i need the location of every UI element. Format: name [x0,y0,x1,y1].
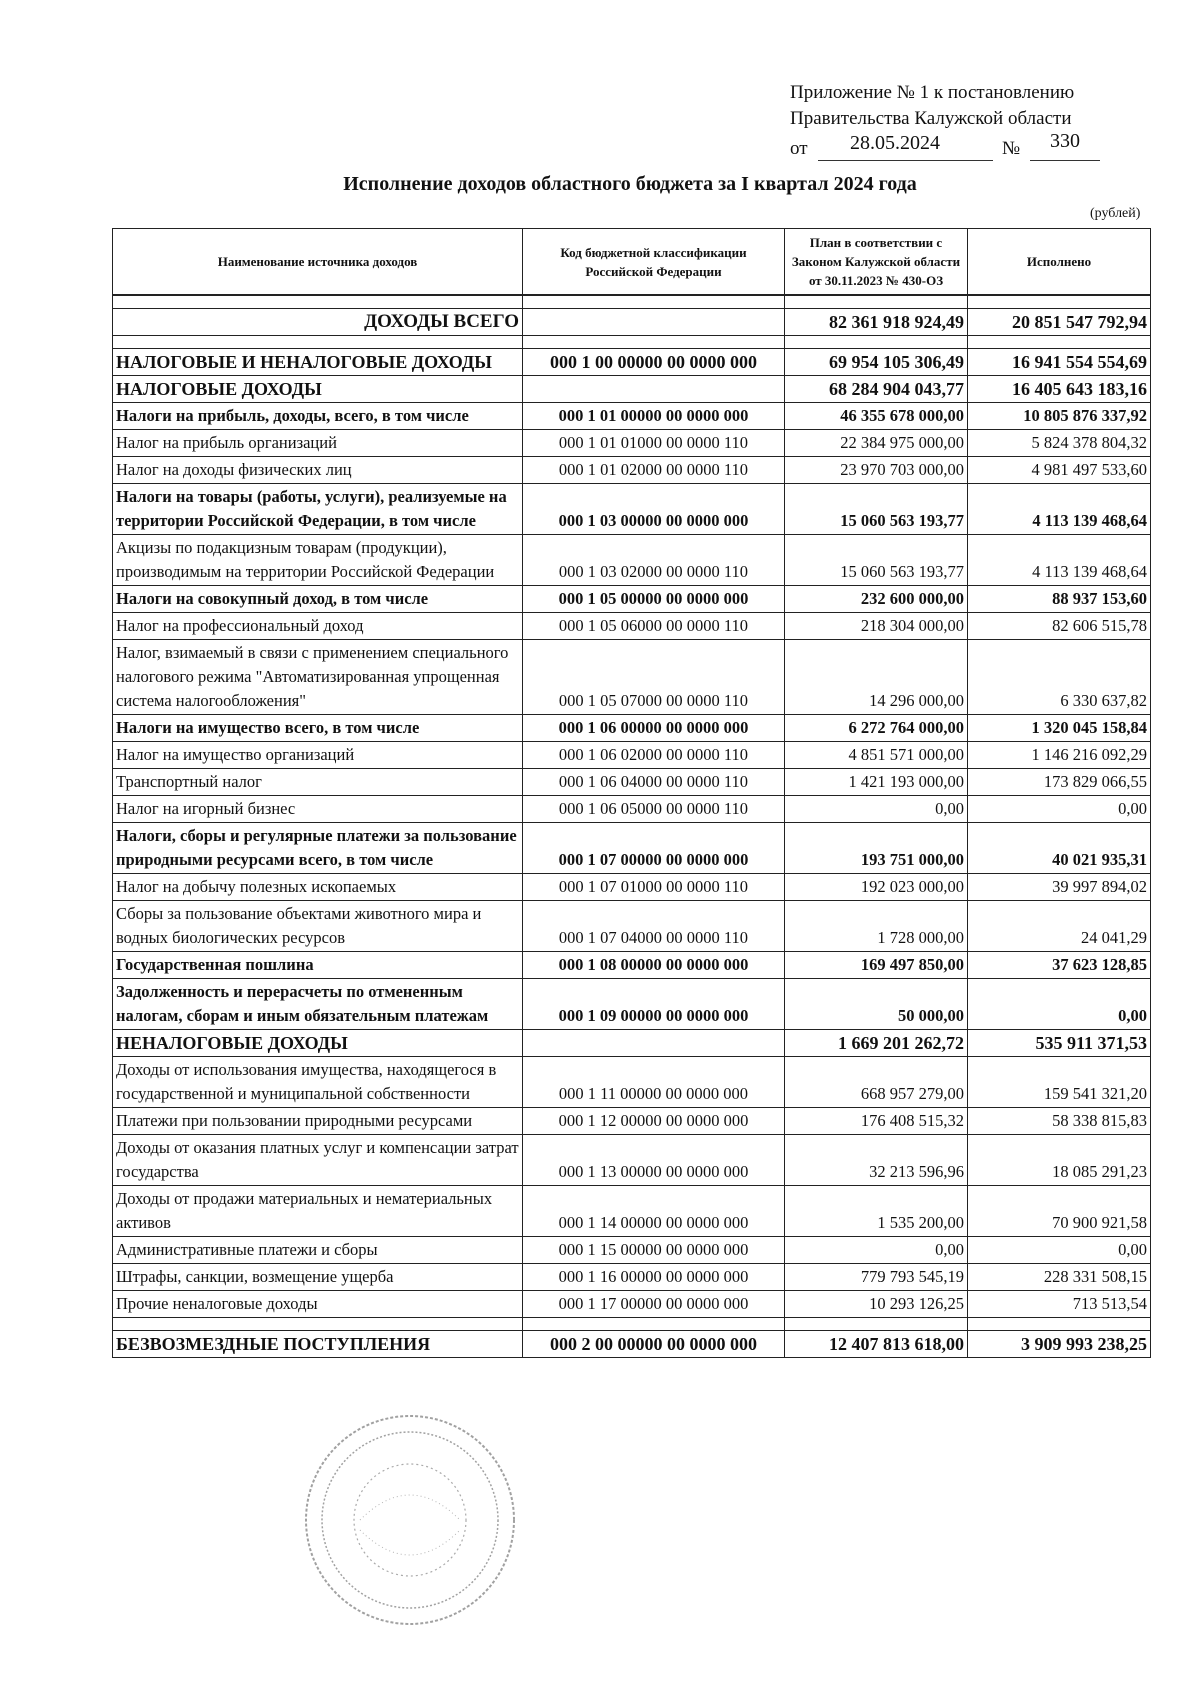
row-done: 4 113 139 468,64 [968,484,1151,535]
row-name: Сборы за пользование объектами животного мира и водных биологических ресурсов [113,901,523,952]
row-plan: 10 293 126,25 [785,1291,968,1318]
row-code: 000 1 06 00000 00 0000 000 [523,715,785,742]
row-name: Налог на игорный бизнес [113,796,523,823]
row-done: 0,00 [968,979,1151,1030]
row-name: Налог на имущество организаций [113,742,523,769]
row-plan: 1 535 200,00 [785,1186,968,1237]
row-plan: 779 793 545,19 [785,1264,968,1291]
number-label: № [1002,138,1021,159]
row-code [523,1030,785,1057]
row-code: 000 1 13 00000 00 0000 000 [523,1135,785,1186]
table-row [113,979,1151,1030]
table-row [113,715,1151,742]
row-plan: 22 384 975 000,00 [785,430,968,457]
header-done: Исполнено [968,229,1151,296]
row-done: 1 146 216 092,29 [968,742,1151,769]
row-plan: 1 669 201 262,72 [785,1030,968,1057]
table-row [113,430,1151,457]
row-name: Транспортный налог [113,769,523,796]
row-plan: 232 600 000,00 [785,586,968,613]
row-code: 000 1 06 05000 00 0000 110 [523,796,785,823]
date-value: 28.05.2024 [850,132,940,154]
row-name: Доходы от оказания платных услуг и компенсации затрат государства [113,1135,523,1186]
row-name: НЕНАЛОГОВЫЕ ДОХОДЫ [113,1030,523,1057]
row-done: 0,00 [968,1237,1151,1264]
row-code: 000 1 05 06000 00 0000 110 [523,613,785,640]
table-row [113,613,1151,640]
number-value: 330 [1050,130,1080,152]
row-code: 000 1 03 00000 00 0000 000 [523,484,785,535]
table-row [113,1186,1151,1237]
row-done: 20 851 547 792,94 [968,309,1151,336]
row-code: 000 1 16 00000 00 0000 000 [523,1264,785,1291]
table-row [113,349,1151,376]
table-row [113,457,1151,484]
table-row [113,1291,1151,1318]
row-done: 10 805 876 337,92 [968,403,1151,430]
row-plan: 15 060 563 193,77 [785,484,968,535]
row-name: Налог на добычу полезных ископаемых [113,874,523,901]
table-row [113,1237,1151,1264]
row-name: НАЛОГОВЫЕ ДОХОДЫ [113,376,523,403]
row-code: 000 1 05 00000 00 0000 000 [523,586,785,613]
row-plan: 69 954 105 306,49 [785,349,968,376]
date-underline [818,160,993,161]
row-plan: 0,00 [785,796,968,823]
row-plan: 1 421 193 000,00 [785,769,968,796]
table-row [113,769,1151,796]
row-plan: 12 407 813 618,00 [785,1331,968,1358]
header-name: Наименование источника доходов [113,229,523,296]
header-plan: План в соответствии с Законом Калужской области от 30.11.2023 № 430-ОЗ [785,229,968,296]
row-code: 000 1 17 00000 00 0000 000 [523,1291,785,1318]
row-name: Налог на доходы физических лиц [113,457,523,484]
table-row [113,640,1151,715]
table-row [113,484,1151,535]
official-seal-stamp [300,1410,520,1630]
row-name: Налог, взимаемый в связи с применением специального налогового режима "Автоматизированная упрощенная система налогообложения" [113,640,523,715]
row-code: 000 1 05 07000 00 0000 110 [523,640,785,715]
table-row [113,586,1151,613]
row-name: Задолженность и перерасчеты по отмененным налогам, сборам и иным обязательным платежам [113,979,523,1030]
table-row [113,1030,1151,1057]
row-plan: 32 213 596,96 [785,1135,968,1186]
row-plan: 23 970 703 000,00 [785,457,968,484]
row-code: 000 1 15 00000 00 0000 000 [523,1237,785,1264]
table-row [113,742,1151,769]
row-name: Доходы от продажи материальных и нематериальных активов [113,1186,523,1237]
row-code: 000 1 14 00000 00 0000 000 [523,1186,785,1237]
row-code: 000 1 00 00000 00 0000 000 [523,349,785,376]
row-name: Акцизы по подакцизным товарам (продукции), производимым на территории Российской Федерации [113,535,523,586]
row-plan: 218 304 000,00 [785,613,968,640]
row-code: 000 1 07 01000 00 0000 110 [523,874,785,901]
row-done: 4 113 139 468,64 [968,535,1151,586]
row-done: 70 900 921,58 [968,1186,1151,1237]
row-code [523,376,785,403]
row-done: 18 085 291,23 [968,1135,1151,1186]
row-name: Административные платежи и сборы [113,1237,523,1264]
table-row [113,403,1151,430]
row-done: 37 623 128,85 [968,952,1151,979]
table-row [113,1135,1151,1186]
row-name: Налоги на товары (работы, услуги), реализуемые на территории Российской Федерации, в том числе [113,484,523,535]
row-name: Налог на профессиональный доход [113,613,523,640]
row-code: 000 1 07 00000 00 0000 000 [523,823,785,874]
table-row [113,952,1151,979]
row-plan: 4 851 571 000,00 [785,742,968,769]
row-code [523,309,785,336]
attachment-block [790,80,1080,160]
row-done: 4 981 497 533,60 [968,457,1151,484]
table-row [113,376,1151,403]
row-code: 000 1 08 00000 00 0000 000 [523,952,785,979]
table-row [113,796,1151,823]
row-plan: 68 284 904 043,77 [785,376,968,403]
row-code: 000 1 11 00000 00 0000 000 [523,1057,785,1108]
row-done: 0,00 [968,796,1151,823]
table-row [113,1264,1151,1291]
row-done: 24 041,29 [968,901,1151,952]
row-plan: 0,00 [785,1237,968,1264]
row-plan: 193 751 000,00 [785,823,968,874]
header-code: Код бюджетной классификации Российской Федерации [523,229,785,296]
row-code: 000 2 00 00000 00 0000 000 [523,1331,785,1358]
attachment-line-1: Приложение № 1 к постановлению [790,82,1075,103]
row-done: 713 513,54 [968,1291,1151,1318]
row-done: 40 021 935,31 [968,823,1151,874]
table-row [113,1331,1151,1358]
row-name: Налоги, сборы и регулярные платежи за пользование природными ресурсами всего, в том числе [113,823,523,874]
table-row-total [113,309,1151,336]
row-code: 000 1 07 04000 00 0000 110 [523,901,785,952]
row-name: Налоги на прибыль, доходы, всего, в том числе [113,403,523,430]
row-code: 000 1 06 04000 00 0000 110 [523,769,785,796]
row-code: 000 1 12 00000 00 0000 000 [523,1108,785,1135]
row-done: 535 911 371,53 [968,1030,1151,1057]
row-name: Штрафы, санкции, возмещение ущерба [113,1264,523,1291]
row-done: 16 405 643 183,16 [968,376,1151,403]
row-done: 228 331 508,15 [968,1264,1151,1291]
row-name: Налоги на совокупный доход, в том числе [113,586,523,613]
spacer-row [113,295,1151,309]
table-row [113,1108,1151,1135]
table-row [113,535,1151,586]
date-label: от [790,138,808,159]
table-row [113,823,1151,874]
row-code: 000 1 03 02000 00 0000 110 [523,535,785,586]
row-name: Платежи при пользовании природными ресурсами [113,1108,523,1135]
row-name: Прочие неналоговые доходы [113,1291,523,1318]
attachment-line-2: Правительства Калужской области [790,108,1072,129]
unit-label: (рублей) [1090,206,1141,221]
row-plan: 15 060 563 193,77 [785,535,968,586]
row-done: 3 909 993 238,25 [968,1331,1151,1358]
row-name: Налоги на имущество всего, в том числе [113,715,523,742]
row-done: 159 541 321,20 [968,1057,1151,1108]
row-code: 000 1 01 02000 00 0000 110 [523,457,785,484]
row-code: 000 1 01 00000 00 0000 000 [523,403,785,430]
row-plan: 169 497 850,00 [785,952,968,979]
row-done: 58 338 815,83 [968,1108,1151,1135]
row-code: 000 1 01 01000 00 0000 110 [523,430,785,457]
row-plan: 668 957 279,00 [785,1057,968,1108]
row-done: 173 829 066,55 [968,769,1151,796]
row-plan: 1 728 000,00 [785,901,968,952]
row-done: 6 330 637,82 [968,640,1151,715]
row-name: ДОХОДЫ ВСЕГО [113,309,523,336]
number-underline [1030,160,1100,161]
row-plan: 6 272 764 000,00 [785,715,968,742]
row-done: 82 606 515,78 [968,613,1151,640]
row-code: 000 1 06 02000 00 0000 110 [523,742,785,769]
row-plan: 14 296 000,00 [785,640,968,715]
row-done: 5 824 378 804,32 [968,430,1151,457]
table-row [113,874,1151,901]
row-name: Налог на прибыль организаций [113,430,523,457]
table-row [113,1057,1151,1108]
row-plan: 192 023 000,00 [785,874,968,901]
row-code: 000 1 09 00000 00 0000 000 [523,979,785,1030]
row-name: Доходы от использования имущества, находящегося в государственной и муниципальной собственности [113,1057,523,1108]
row-done: 1 320 045 158,84 [968,715,1151,742]
table-row [113,901,1151,952]
budget-table [112,228,1151,1358]
row-done: 39 997 894,02 [968,874,1151,901]
row-plan: 50 000,00 [785,979,968,1030]
row-name: НАЛОГОВЫЕ И НЕНАЛОГОВЫЕ ДОХОДЫ [113,349,523,376]
row-plan: 82 361 918 924,49 [785,309,968,336]
row-name: БЕЗВОЗМЕЗДНЫЕ ПОСТУПЛЕНИЯ [113,1331,523,1358]
row-plan: 176 408 515,32 [785,1108,968,1135]
date-number-line [790,130,1080,160]
row-done: 88 937 153,60 [968,586,1151,613]
row-done: 16 941 554 554,69 [968,349,1151,376]
document-title: Исполнение доходов областного бюджета за I квартал 2024 года [343,173,917,195]
table-header-row [113,229,1151,296]
spacer-row [113,1318,1151,1331]
spacer-row [113,336,1151,349]
row-plan: 46 355 678 000,00 [785,403,968,430]
row-name: Государственная пошлина [113,952,523,979]
